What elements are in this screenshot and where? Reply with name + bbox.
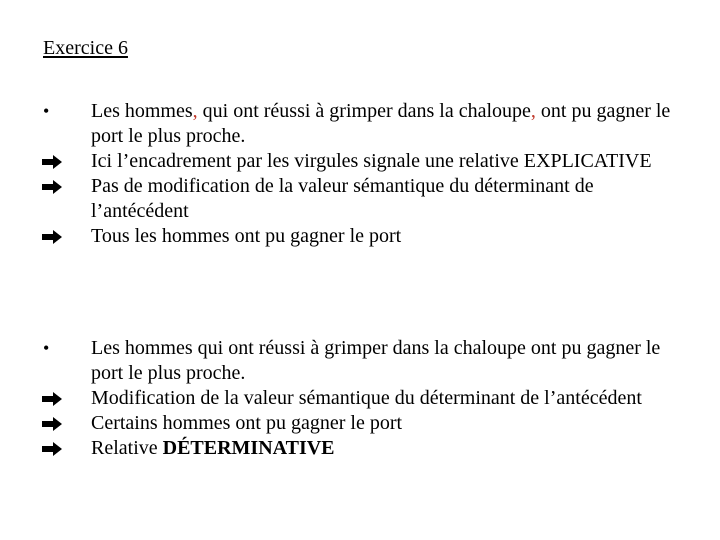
point-row — [0, 149, 720, 174]
right-arrow-icon — [41, 436, 71, 461]
right-arrow-icon — [41, 149, 71, 174]
example-sentence: Les hommes qui ont réussi à grimper dans la chaloupe ont pu gagner le port le plus proche. — [91, 337, 661, 384]
point-text: Relative DÉTERMINATIVE — [91, 437, 335, 459]
point-text: Certains hommes ont pu gagner le port — [91, 412, 403, 434]
highlighted-comma: , — [192, 100, 198, 122]
right-arrow-icon — [41, 411, 71, 436]
bullet-icon: • — [43, 101, 50, 121]
point-text: Tous les hommes ont pu gagner le port — [91, 225, 402, 247]
right-arrow-icon — [41, 386, 71, 411]
point-row — [0, 224, 720, 249]
point-text: Modification de la valeur sémantique du déterminant de l’antécédent — [91, 387, 642, 409]
right-arrow-icon — [41, 174, 71, 199]
determinative-label: DÉTERMINATIVE — [162, 437, 335, 459]
point-text: Ici l’encadrement par les virgules signale une relative EXPLICATIVE — [91, 150, 652, 172]
example-sentence-row — [0, 336, 720, 386]
exercise-title: Exercice 6 — [43, 37, 128, 59]
right-arrow-icon — [41, 224, 71, 249]
example-sentence-row — [0, 99, 720, 149]
point-row — [0, 174, 720, 224]
point-row — [0, 436, 720, 461]
point-row — [0, 386, 720, 411]
highlighted-comma: , — [530, 100, 536, 122]
bullet-icon: • — [43, 338, 50, 358]
point-text: Pas de modification de la valeur sémantique du déterminant de l’antécédent — [91, 175, 594, 222]
point-row — [0, 411, 720, 436]
example-sentence: Les hommes, qui ont réussi à grimper dans la chaloupe, ont pu gagner le port le plus proche. — [91, 100, 671, 147]
section-determinative — [0, 336, 720, 461]
section-explicative — [0, 99, 720, 249]
